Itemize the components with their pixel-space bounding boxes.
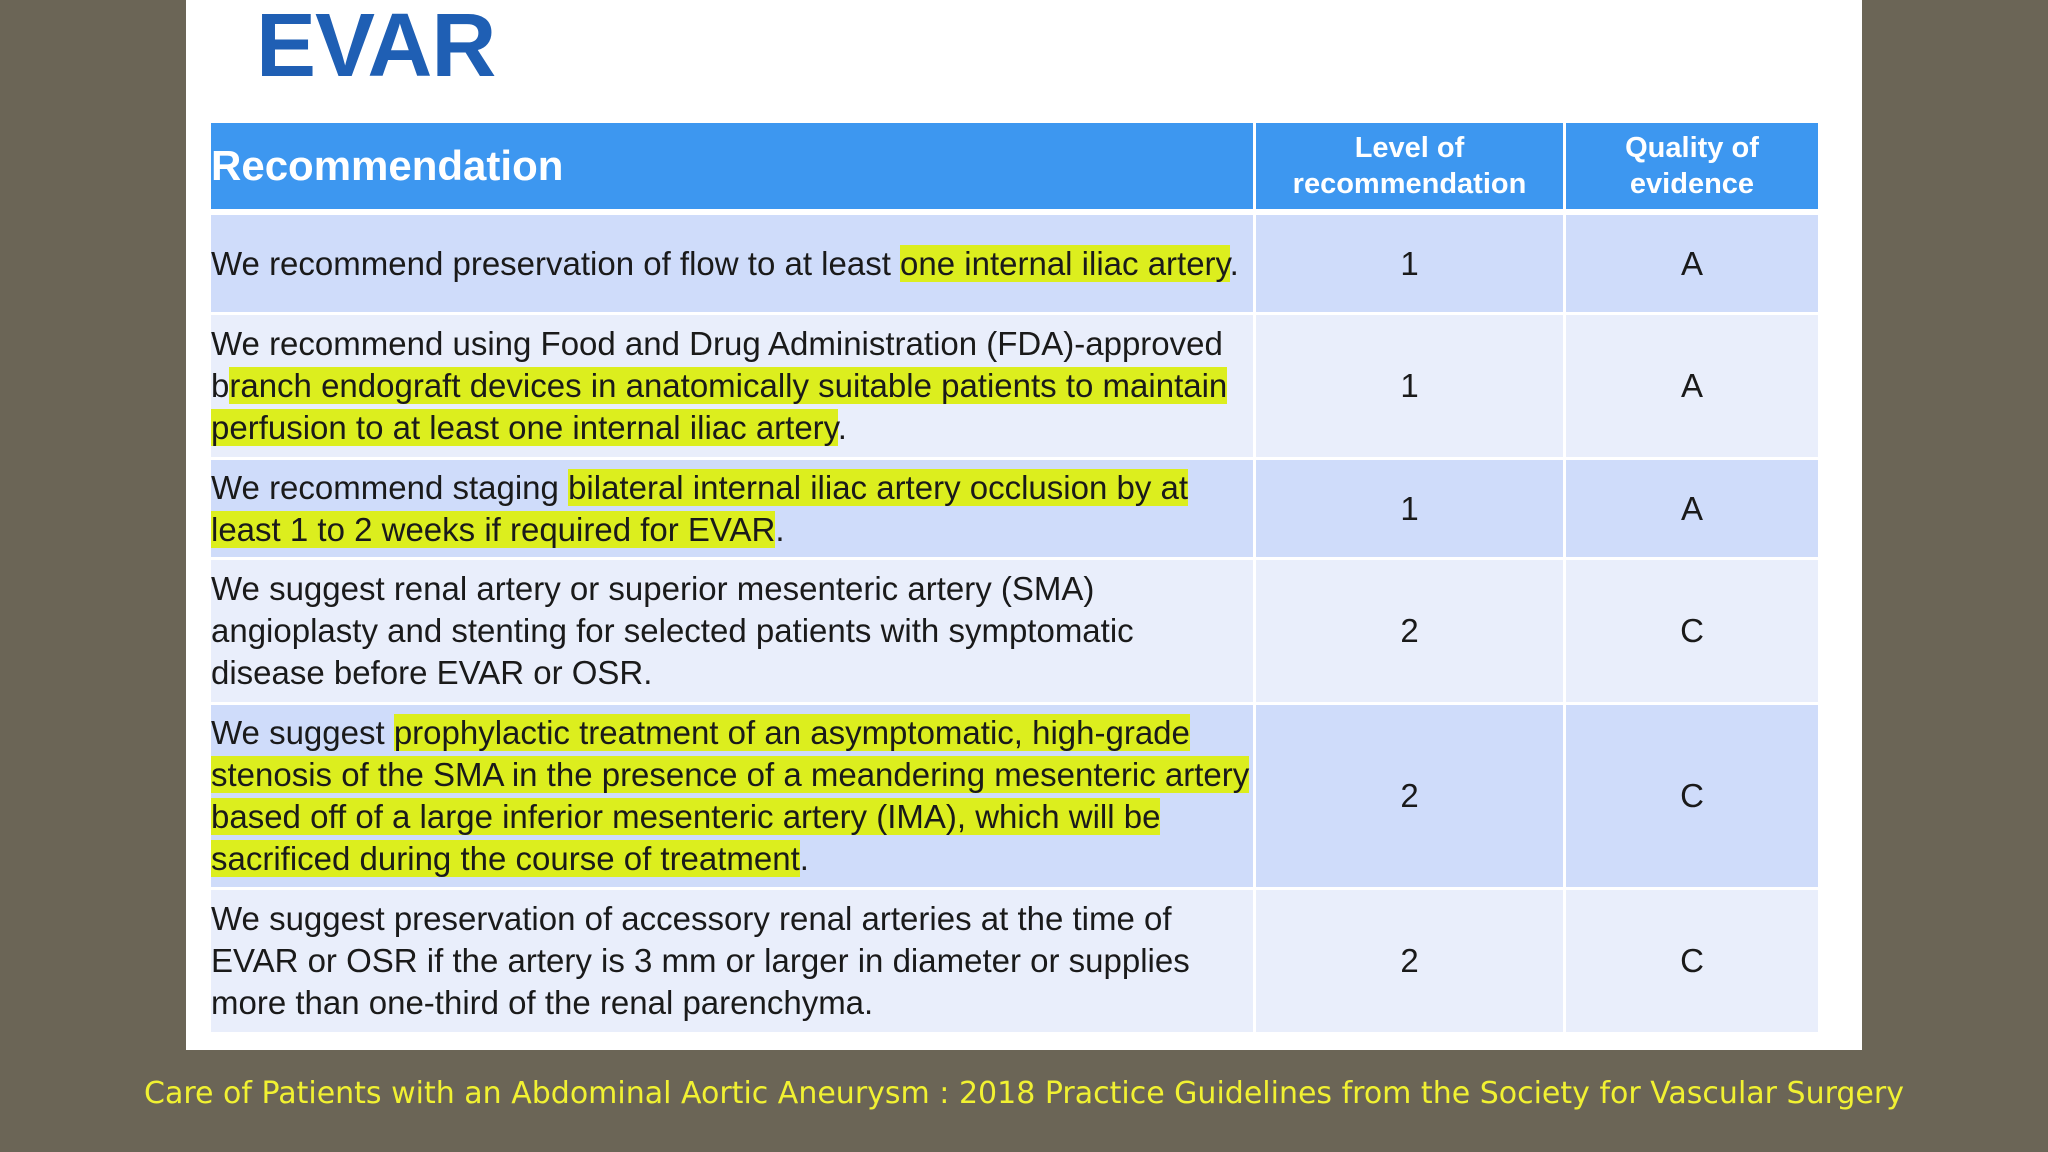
level-of-recommendation: 1: [1256, 460, 1566, 560]
text-segment: We recommend using Food and Drug Administration (FDA)-approved b: [211, 325, 1223, 404]
text-segment: We suggest renal artery or superior mesenteric artery (SMA) angioplasty and stenting for selected patients with symptomatic disease before EVAR or OSR.: [211, 570, 1134, 691]
quality-of-evidence: A: [1566, 215, 1818, 315]
header-quality-line2: evidence: [1629, 168, 1755, 200]
recommendation-text: [211, 215, 1256, 315]
text-segment: .: [1229, 244, 1239, 282]
recommendation-text: [211, 890, 1256, 1035]
quality-of-evidence: C: [1566, 890, 1818, 1035]
header-level: [1256, 123, 1566, 215]
text-segment: We suggest preservation of accessory renal arteries at the time of EVAR or OSR if the artery is 3 mm or larger in diameter or supplies more than one-third of the renal parenchyma.: [211, 900, 1190, 1021]
recommendation-table: [211, 123, 1818, 1035]
level-of-recommendation: 1: [1256, 315, 1566, 460]
slide: [186, 0, 1862, 1050]
header-level-line1: Level of: [1354, 132, 1465, 164]
text-segment: .: [775, 510, 785, 548]
header-quality-line1: Quality of: [1625, 132, 1759, 164]
level-of-recommendation: 2: [1256, 560, 1566, 705]
text-segment: .: [799, 840, 809, 877]
table-row: [211, 215, 1818, 315]
level-of-recommendation: 1: [1256, 215, 1566, 315]
table-header-row: [211, 123, 1818, 215]
table-body: [211, 215, 1818, 1035]
highlighted-text: prophylactic treatment of an asymptomatic, high-grade stenosis of the SMA in the presence of a meandering mesenteric artery based off of a large inferior mesenteric artery (IMA), which will be sacrificed during the course of treatment: [211, 714, 1250, 877]
quality-of-evidence: C: [1566, 560, 1818, 705]
table-row: [211, 560, 1818, 705]
level-of-recommendation: 2: [1256, 890, 1566, 1035]
recommendation-text: [211, 560, 1256, 705]
text-segment: We suggest: [211, 714, 394, 751]
table-row: [211, 705, 1818, 890]
recommendation-text: [211, 460, 1256, 560]
quality-of-evidence: C: [1566, 705, 1818, 890]
highlighted-text: one internal iliac artery: [900, 244, 1230, 282]
text-segment: We recommend staging: [211, 468, 569, 506]
text-segment: .: [837, 409, 847, 446]
recommendation-text: [211, 705, 1256, 890]
recommendation-text: [211, 315, 1256, 460]
highlighted-text: bilateral internal iliac artery occlusion by at least 1 to 2 weeks if required for EVAR: [211, 468, 1189, 548]
level-of-recommendation: 2: [1256, 705, 1566, 890]
highlighted-text: ranch endograft devices in anatomically suitable patients to maintain perfusion to at least one internal iliac artery: [211, 367, 1228, 446]
table-row: [211, 460, 1818, 560]
slide-title: EVAR: [256, 0, 496, 96]
header-recommendation: Recommendation: [211, 123, 1256, 215]
header-level-line2: recommendation: [1292, 168, 1527, 200]
table-row: [211, 890, 1818, 1035]
header-quality: [1566, 123, 1818, 215]
text-segment: We recommend preservation of flow to at least: [211, 244, 901, 282]
table-row: [211, 315, 1818, 460]
quality-of-evidence: A: [1566, 315, 1818, 460]
quality-of-evidence: A: [1566, 460, 1818, 560]
source-caption: Care of Patients with an Abdominal Aortic Aneurysm : 2018 Practice Guidelines from the Society for Vascular Surgery: [144, 1076, 1904, 1111]
